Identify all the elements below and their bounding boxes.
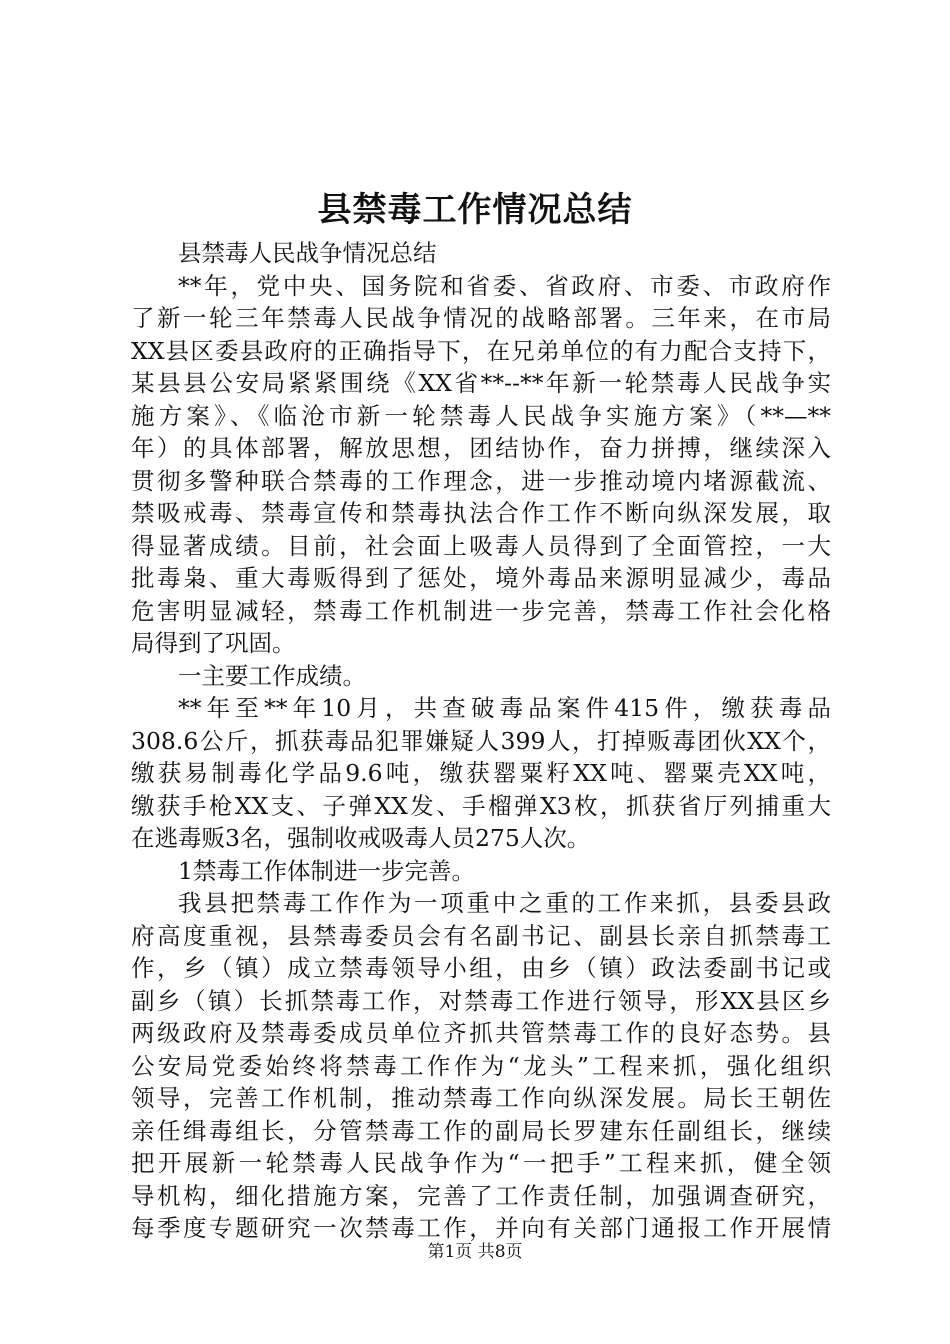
text-line: 禁吸戒毒、禁毒宣传和禁毒执法合作工作不断向纵深发展，取: [131, 499, 831, 527]
text-line: 批毒枭、重大毒贩得到了惩处，境外毒品来源明显减少，毒品: [131, 564, 831, 592]
text-line: 作，乡（镇）成立禁毒领导小组，由乡（镇）政法委副书记或: [131, 954, 831, 982]
text-line: 施方案》、《临沧市新一轮禁毒人民战争实施方案》（**—**: [131, 401, 831, 430]
text-line: 某县县公安局紧紧围绕《XX省**--**年新一轮禁毒人民战争实: [131, 369, 831, 397]
text-line: 副乡（镇）长抓禁毒工作，对禁毒工作进行领导，形XX县区乡: [131, 986, 831, 1015]
text-line: XX县区委县政府的正确指导下，在兄弟单位的有力配合支持下，: [131, 336, 831, 365]
document-body: [131, 237, 831, 1245]
text-line: **年，党中央、国务院和省委、省政府、市委、市政府作: [178, 271, 831, 300]
page-footer: 第1页 共8页: [427, 1242, 523, 1262]
text-line: 导机构，细化措施方案，完善了工作责任制，加强调查研究，: [131, 1181, 831, 1210]
text-line: 我县把禁毒工作作为一项重中之重的工作来抓，县委县政: [178, 889, 831, 917]
document-title: 县禁毒工作情况总结: [317, 190, 633, 230]
text-line: 在逃毒贩3名，强制收戒吸毒人员275人次。: [131, 824, 591, 852]
text-line: 把开展新一轮禁毒人民战争作为“一把手”工程来抓，健全领: [131, 1149, 831, 1177]
text-line: 两级政府及禁毒委成员单位齐抓共管禁毒工作的良好态势。县: [131, 1019, 831, 1047]
text-line: 公安局党委始终将禁毒工作作为“龙头”工程来抓，强化组织: [131, 1051, 831, 1080]
text-line: 每季度专题研究一次禁毒工作，并向有关部门通报工作开展情: [131, 1214, 831, 1242]
text-line: 年）的具体部署，解放思想，团结协作，奋力拼搏，继续深入: [131, 434, 831, 462]
text-line: 得显著成绩。目前，社会面上吸毒人员得到了全面管控，一大: [131, 531, 831, 560]
text-line: 贯彻多警种联合禁毒的工作理念，进一步推动境内堵源截流、: [131, 466, 831, 495]
text-line: 府高度重视，县禁毒委员会有名副书记、副县长亲自抓禁毒工: [131, 921, 831, 950]
text-line: 308.6公斤，抓获毒品犯罪嫌疑人399人，打掉贩毒团伙XX个，: [131, 726, 831, 755]
text-line: 局得到了巩固。: [131, 629, 296, 657]
text-line: 了新一轮三年禁毒人民战争情况的战略部署。三年来，在市局: [131, 304, 831, 332]
text-line: 1禁毒工作体制进一步完善。: [178, 856, 475, 885]
text-line: 一主要工作成绩。: [178, 661, 366, 690]
text-line: 危害明显减轻，禁毒工作机制进一步完善，禁毒工作社会化格: [131, 596, 831, 625]
text-line: 县禁毒人民战争情况总结: [178, 239, 437, 267]
text-line: 缴获手枪XX支、子弹XX发、手榴弹X3枚，抓获省厅列捕重大: [131, 791, 831, 820]
text-line: **年至**年10月，共查破毒品案件415件，缴获毒品: [178, 694, 831, 722]
text-line: 领导，完善工作机制，推动禁毒工作向纵深发展。局长王朝佐: [131, 1084, 831, 1112]
text-line: 缴获易制毒化学品9.6吨，缴获罂粟籽XX吨、罂粟壳XX吨，: [131, 759, 831, 787]
text-line: 亲任缉毒组长，分管禁毒工作的副局长罗建东任副组长，继续: [131, 1116, 831, 1145]
